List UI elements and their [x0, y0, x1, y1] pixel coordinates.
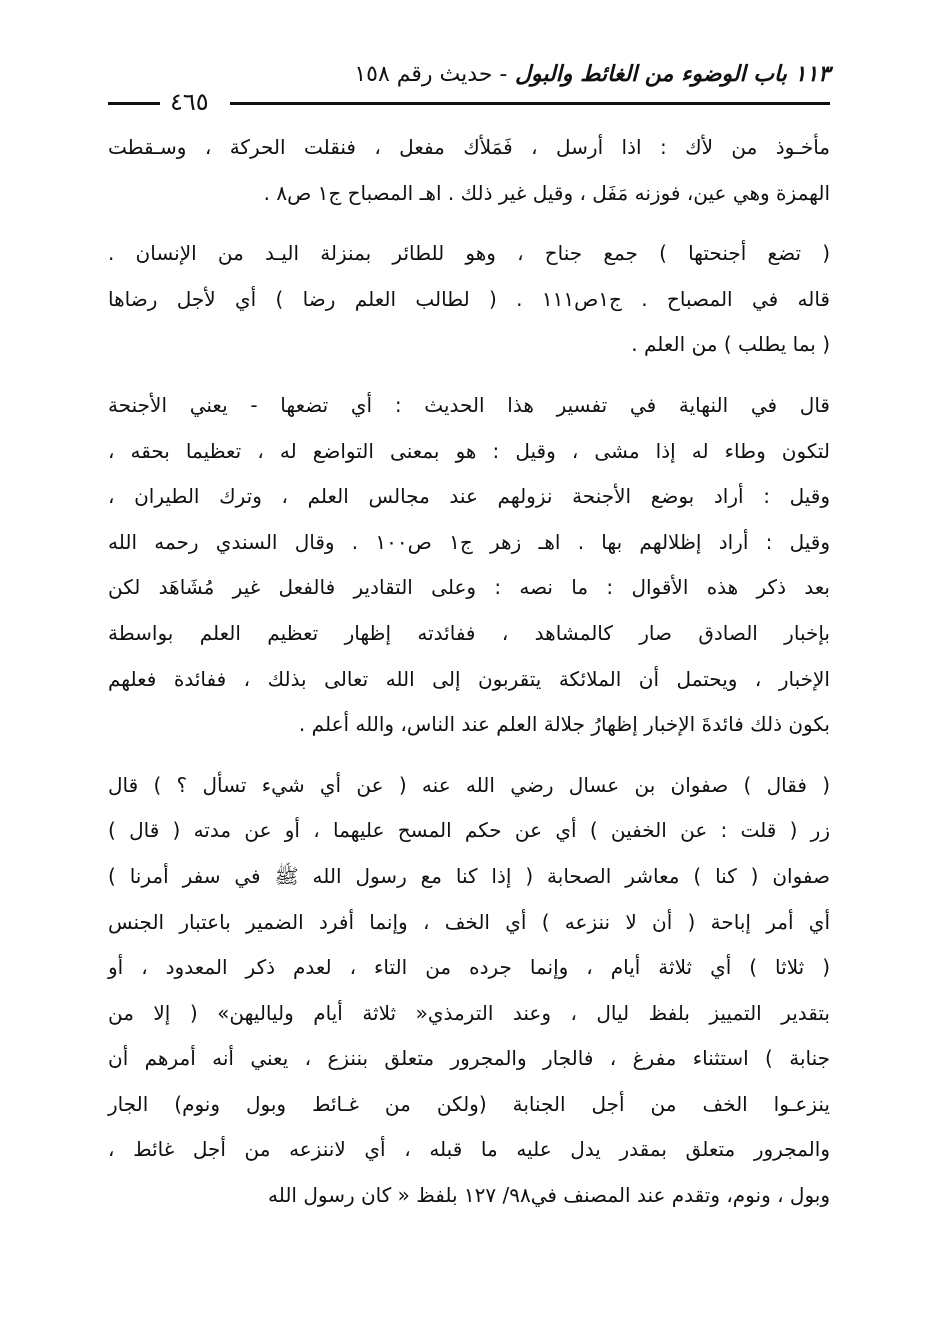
text-line: وبول ، ونوم، وتقدم عند المصنف في٩٨/ ١٢٧ بلفظ « كان رسول الله	[267, 1183, 830, 1208]
paragraph-2	[108, 231, 830, 368]
text-line: بإخبار الصادق صار كالمشاهد ، ففائدته إظهار تعظيم العلم بواسطة	[108, 620, 830, 645]
text-line: قاله في المصباح . ج١ص١١١ . ( لطالب العلم رضا ) أي لأجل رضاها	[108, 286, 830, 311]
page-number: ٤٦٥	[170, 88, 209, 116]
text-line: صفوان ( كنا ) معاشر الصحابة ( إذا كنا مع رسول الله ﷺ في سفر أمرنا )	[108, 863, 830, 888]
paragraph-1	[108, 125, 830, 216]
text-line: بتقدير التمييز بلفظ ليال ، وعند الترمذي« ثلاثة أيام ولياليهن» ( إلا من	[108, 1000, 830, 1025]
hadith-number: - حديث رقم ١٥٨	[354, 62, 508, 87]
text-line: الهمزة وهي عين، فوزنه مَفَل ، وقيل غير ذلك . اهـ المصباح ج١ ص٨ .	[263, 180, 830, 205]
text-line: ( فقال ) صفوان بن عسال رضي الله عنه ( عن أي شيء تسأل ؟ ) قال	[108, 772, 830, 797]
text-line: بعد ذكر هذه الأقوال : ما نصه : وعلى التقادير فالفعل غير مُشَاهَد لكن	[108, 575, 830, 600]
text-line: وقيل : أراد بوضع الأجنحة نزولهم عند مجالس العلم ، وترك الطيران ،	[108, 484, 830, 509]
chapter-heading: ١١٣ باب الوضوء من الغائط والبول	[515, 62, 830, 87]
text-line: ( بما يطلب ) من العلم .	[631, 332, 830, 357]
paragraph-4	[108, 763, 830, 1219]
text-line: ( ثلاثا ) أي ثلاثة أيام ، وإنما جرده من التاء ، لعدم ذكر المعدود ، أو	[108, 955, 830, 980]
text-line: ينزعـوا الخف من أجل الجنابة (ولكن من غـائط وبول ونوم) الجار	[108, 1091, 830, 1116]
body-text	[108, 125, 830, 1234]
text-line: الإخبار ، ويحتمل أن الملائكة يتقربون إلى الله تعالى بذلك ، ففائدة فعلهم	[108, 666, 830, 691]
text-line: ( تضع أجنحتها ) جمع جناح ، وهو للطائر بمنزلة اليـد من الإنسان .	[108, 241, 830, 266]
page-header	[108, 62, 830, 114]
chapter-title	[354, 62, 830, 87]
text-line: جنابة ) استثناء مفرغ ، فالجار والمجرور متعلق بننزع ، يعني أنه أمرهم أن	[108, 1046, 830, 1071]
text-line: قال في النهاية في تفسير هذا الحديث : أي تضعها - يعني الأجنحة	[108, 392, 830, 417]
header-rule	[230, 102, 830, 105]
header-rule-left	[108, 102, 160, 105]
text-line: والمجرور متعلق بمقدر يدل عليه ما قبله ، أي لاننزعه من أجل غائط ،	[108, 1137, 830, 1162]
text-line: وقيل : أراد إظلالهم بها . اهـ زهر ج١ ص١٠٠ . وقال السندي رحمه الله	[108, 529, 831, 554]
text-line: أي أمر إباحة ( أن لا ننزعه ) أي الخف ، وإنما أفرد الضمير باعتبار الجنس	[108, 909, 830, 934]
text-line: لتكون وطاء له إذا مشى ، وقيل : هو بمعنى التواضع له ، تعظيما بحقه ،	[108, 438, 830, 463]
text-line: بكون ذلك فائدةَ الإخبار إظهارُ جلالة العلم عند الناس، والله أعلم .	[298, 712, 830, 737]
paragraph-3	[108, 383, 830, 748]
text-line: زر ( قلت : عن الخفين ) أي عن حكم المسح عليهما ، أو عن مدته ( قال )	[108, 818, 830, 843]
text-line: مأخـوذ من لأك : اذا أرسل ، فَمَلأك مفعل ، فنقلت الحركة ، وسـقطت	[108, 135, 830, 159]
